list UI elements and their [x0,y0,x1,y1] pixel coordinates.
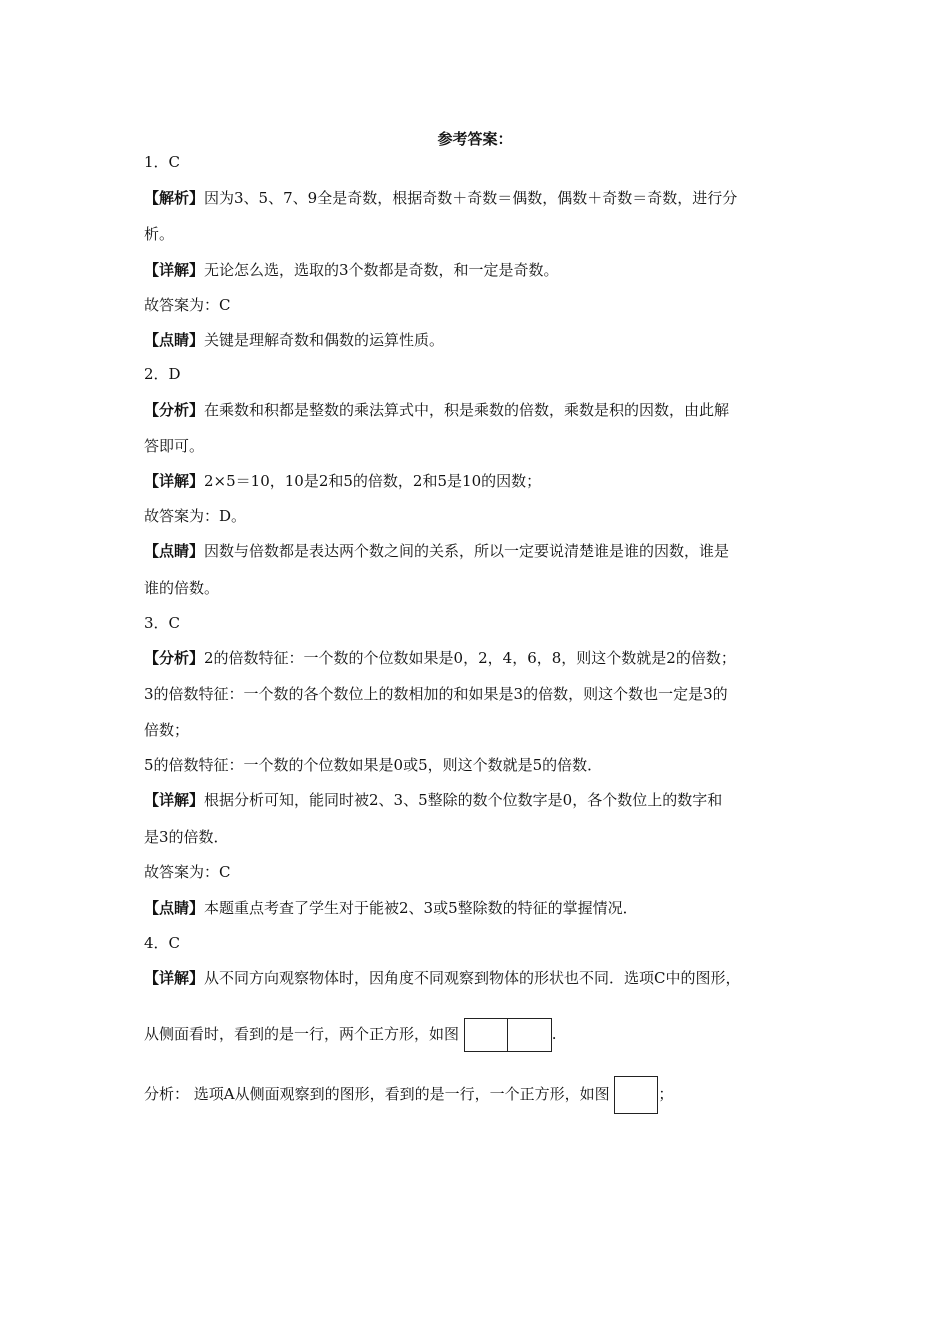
q4-detail-3 [144,1074,814,1114]
q3-detail-cont: 是3的倍数． [144,828,229,846]
q3-detail [144,790,814,810]
detail-tag: 【详解】 [144,791,205,809]
analysis-text: 在乘数和积都是整数的乘法算式中，积是乘数的倍数，乘数是积的因数，由此解 [204,401,730,419]
q3-answer: 3．C [144,614,181,632]
detail-text: 分析： 选项A从侧面观察到的图形，看到的是一行，一个正方形，如图 [144,1085,610,1103]
q2-analysis-cont: 答即可。 [144,437,205,455]
analysis-tag: 【分析】 [144,401,205,419]
semicolon: ； [658,1085,674,1103]
note-tag: 【点睛】 [144,331,205,349]
q1-analysis [144,188,814,208]
note-tag: 【点睛】 [144,542,205,560]
q1-note [144,330,814,350]
detail-tag: 【详解】 [144,261,205,279]
two-square-figure [464,1018,552,1052]
detail-tag: 【详解】 [144,969,205,987]
q3-analysis-2: 3的倍数特征：一个数的各个数位上的数相加的和如果是3的倍数，则这个数也一定是3的 [144,685,728,703]
detail-tag: 【详解】 [144,472,205,490]
note-tag: 【点睛】 [144,899,205,917]
analysis-tag: 【分析】 [144,649,205,667]
q1-detail [144,260,814,280]
q3-analysis [144,648,814,668]
q2-analysis [144,400,814,420]
figure-divider [507,1019,509,1051]
note-text: 关键是理解奇数和偶数的运算性质。 [204,331,445,349]
one-square-figure [614,1076,658,1114]
q4-detail [144,968,814,988]
q2-note-cont: 谁的倍数。 [144,579,220,597]
detail-text: 无论怎么选，选取的3个数都是奇数，和一定是奇数。 [204,261,559,279]
note-text: 因数与倍数都是表达两个数之间的关系，所以一定要说清楚谁是谁的因数，谁是 [204,542,730,560]
q1-analysis-cont: 析。 [144,225,175,243]
q1-conclusion: 故答案为：C [144,296,231,314]
q2-note [144,541,814,561]
page-title: 参考答案： [437,130,513,148]
analysis-text: 2的倍数特征：一个数的个位数如果是0，2，4，6，8，则这个数就是2的倍数； [204,649,736,667]
note-text: 本题重点考查了学生对于能被2、3或5整除数的特征的掌握情况． [204,899,638,917]
analysis-tag: 【解析】 [144,189,205,207]
q2-detail [144,471,814,491]
detail-text: 从不同方向观察物体时，因角度不同观察到物体的形状也不同．选项C中的图形， [204,969,741,987]
period: . [551,1025,557,1043]
q3-analysis-4: 5的倍数特征：一个数的个位数如果是0或5，则这个数就是5的倍数． [144,756,603,774]
q3-conclusion: 故答案为：C [144,863,231,881]
q4-detail-2 [144,1015,814,1053]
detail-text: 从侧面看时，看到的是一行，两个正方形，如图 [144,1025,460,1043]
q2-answer: 2．D [144,365,181,383]
q4-answer: 4．C [144,934,181,952]
q3-note [144,898,814,918]
detail-text: 2×5＝10，10是2和5的倍数，2和5是10的因数； [204,472,542,490]
q2-conclusion: 故答案为：D。 [144,507,247,525]
detail-text: 根据分析可知，能同时被2、3、5整除的数个位数字是0，各个数位上的数字和 [204,791,723,809]
q3-analysis-3: 倍数； [144,721,190,739]
q1-answer: 1．C [144,153,181,171]
analysis-text: 因为3、5、7、9全是奇数，根据奇数＋奇数＝偶数，偶数＋奇数＝奇数，进行分 [204,189,738,207]
